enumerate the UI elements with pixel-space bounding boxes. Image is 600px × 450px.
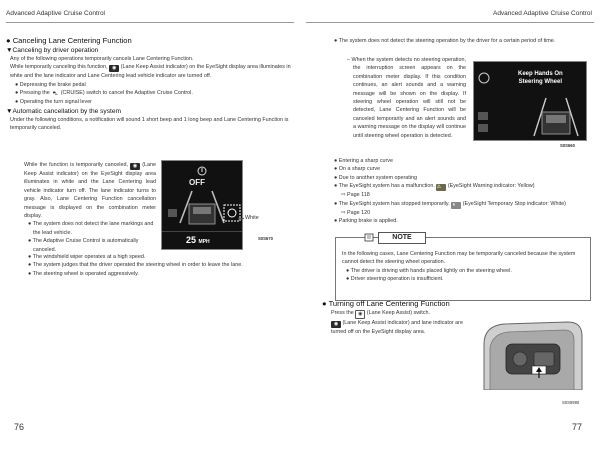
speed-readout: 25 MPH bbox=[186, 235, 210, 245]
note-text: In the following cases, Lane Centering Function may be temporarily canceled because the system cannot detect the steering wheel operation. bbox=[342, 251, 576, 266]
bullet-no-steering: ● The system does not detect the steering operation by the driver for a certain period of time. bbox=[334, 38, 556, 44]
lane-keep-assist-icon: ◉ bbox=[130, 163, 140, 170]
bullet-wiper: ● The windshield wiper operates at a high speed. bbox=[28, 254, 146, 260]
right-running-header: Advanced Adaptive Cruise Control bbox=[492, 10, 592, 17]
wheel-figure-code: S0S9990 bbox=[562, 400, 580, 405]
bullet-leave-lane: ● The system judges that the driver operated the steering wheel in order to leave the lane. bbox=[28, 262, 243, 269]
bullet-no-lane: ● The system does not detect the lane markings and the lead vehicle. bbox=[28, 221, 154, 236]
right-figure-code: S0S660 bbox=[560, 143, 575, 148]
keep-hands-display-figure bbox=[473, 61, 587, 141]
bullet-sharp-curve: ● On a sharp curve bbox=[334, 166, 381, 173]
bullet-brake: ● Depressing the brake pedal bbox=[15, 81, 86, 88]
right-narrow-sub bbox=[338, 56, 466, 140]
lane-keep-assist-icon: ◉ bbox=[109, 65, 119, 72]
cruise-switch-icon: ⛍ bbox=[52, 91, 58, 98]
auto-paragraph-2: While the function is temporarily canceled, ◉ (Lane Keep Assist indicator) on the EyeSight display area illuminates in white and the Lane Centering lead vehicle indicator turn off. The lane indicator turns to gray. Also, Lane Centering Function cancellation message is displayed on the combination meter display. bbox=[24, 162, 157, 220]
bullet-temp-stop: ● The EyeSight system has stopped temporarily. ⏸ (EyeSight Temporary Stop indicator: White) bbox=[334, 200, 566, 208]
subsection-title-driver: ▼Canceling by driver operation bbox=[6, 47, 99, 54]
warning-car-icon bbox=[478, 112, 488, 120]
bullet-acc-canceled: ● The Adaptive Cruise Control is automatically canceled. bbox=[28, 238, 139, 253]
bullet-turn-signal: ● Operating the turn signal lever bbox=[15, 99, 92, 106]
temporary-stop-icon: ⏸ bbox=[451, 202, 461, 209]
left-figure-code: S0S670 bbox=[258, 236, 273, 241]
eyesight-warning-icon: ⚠ bbox=[436, 184, 446, 191]
keep-hands-message: Keep Hands On Steering Wheel bbox=[518, 71, 563, 85]
right-bullets bbox=[330, 157, 590, 225]
page-number-left: 76 bbox=[14, 422, 25, 432]
warning-car-icon bbox=[168, 209, 177, 217]
section-title-canceling: ● Canceling Lane Centering Function bbox=[6, 36, 132, 45]
note-title: NOTE bbox=[378, 232, 426, 244]
bullet-sharp-curve-enter: ● Entering a sharp curve bbox=[334, 158, 394, 164]
steering-wheel-switch-figure bbox=[476, 320, 584, 390]
turn-off-step-2: ◉ (Lane Keep Assist indicator) and lane indicator are turned off on the EyeSight display area. bbox=[331, 320, 463, 335]
bullet-aggressive: ● The steering wheel is operated aggressively. bbox=[28, 270, 139, 277]
bullet-malfunction: ● The EyeSight system has a malfunction. ⚠ (EyeSight Warning indicator: Yellow) bbox=[334, 183, 535, 191]
driver-paragraph-1: Any of the following operations temporarily cancels Lane Centering Function. bbox=[10, 56, 194, 62]
white-callout: White bbox=[245, 215, 259, 221]
driver-paragraph-2: While temporarily canceling this function, ◉ (Lane Keep Assist indicator) on the EyeSight display area illuminates in white and the lane indicator and Lane Centering lead vehicle indicator are turned off. bbox=[10, 64, 291, 80]
note-icon bbox=[364, 233, 374, 242]
auto-paragraph-1: Under the following conditions, a notification will sound 1 short beep and 1 long beep and Lane Centering Function is temporarily canceled. bbox=[10, 116, 289, 132]
turning-off-section bbox=[322, 299, 472, 336]
section-title-turning-off: ● Turning off Lane Centering Function bbox=[322, 299, 450, 308]
note-body bbox=[342, 250, 584, 284]
left-header-rule bbox=[6, 22, 294, 23]
page-number-right: 77 bbox=[571, 422, 582, 432]
callout-line bbox=[238, 218, 244, 219]
turn-off-step-1: Press the ◉ (Lane Keep Assist) switch. bbox=[331, 310, 430, 317]
bullet-other-system: ● Due to another system operating bbox=[334, 174, 417, 181]
note-box bbox=[335, 234, 591, 301]
malfunction-page-ref[interactable]: ⇨ Page 118 bbox=[341, 192, 370, 199]
subsection-title-auto: ▼Automatic cancellation by the system bbox=[6, 107, 122, 115]
eyesight-display-figure bbox=[161, 160, 243, 250]
note-bullet-hands: ● The driver is driving with hands placed lightly on the steering wheel. bbox=[346, 267, 512, 274]
lane-keep-switch-icon: ◉ bbox=[355, 310, 365, 319]
left-wide-bullets bbox=[24, 253, 294, 278]
left-column bbox=[6, 36, 296, 132]
note-bullet-insufficient: ● Driver steering operation is insufficient. bbox=[346, 276, 444, 283]
right-header-rule bbox=[306, 22, 594, 23]
lane-keep-assist-icon: ◉ bbox=[331, 321, 341, 328]
off-label: OFF bbox=[189, 178, 205, 187]
steering-detail: – When the system detects no steering operation, the interruption screen appears on the combination meter display. If this condition continues, an alert sounds and a warning message will be shown on the display. If steering wheel operation will still not be detected, Lane Centering Function will be canceled temporarily and an alert sounds and a warning message on the display will continue until steering wheel operation is detected. bbox=[347, 57, 466, 139]
temp-stop-page-ref[interactable]: ⇨ Page 120 bbox=[341, 209, 371, 216]
right-top-bullet bbox=[330, 37, 590, 45]
left-running-header: Advanced Adaptive Cruise Control bbox=[6, 10, 106, 17]
left-narrow-block bbox=[24, 161, 156, 254]
bullet-parking-brake: ● Parking brake is applied. bbox=[334, 218, 398, 225]
bullet-cruise-switch: ● Pressing the ⛍ (CRUISE) switch to cancel the Adaptive Cruise Control. bbox=[15, 90, 193, 98]
